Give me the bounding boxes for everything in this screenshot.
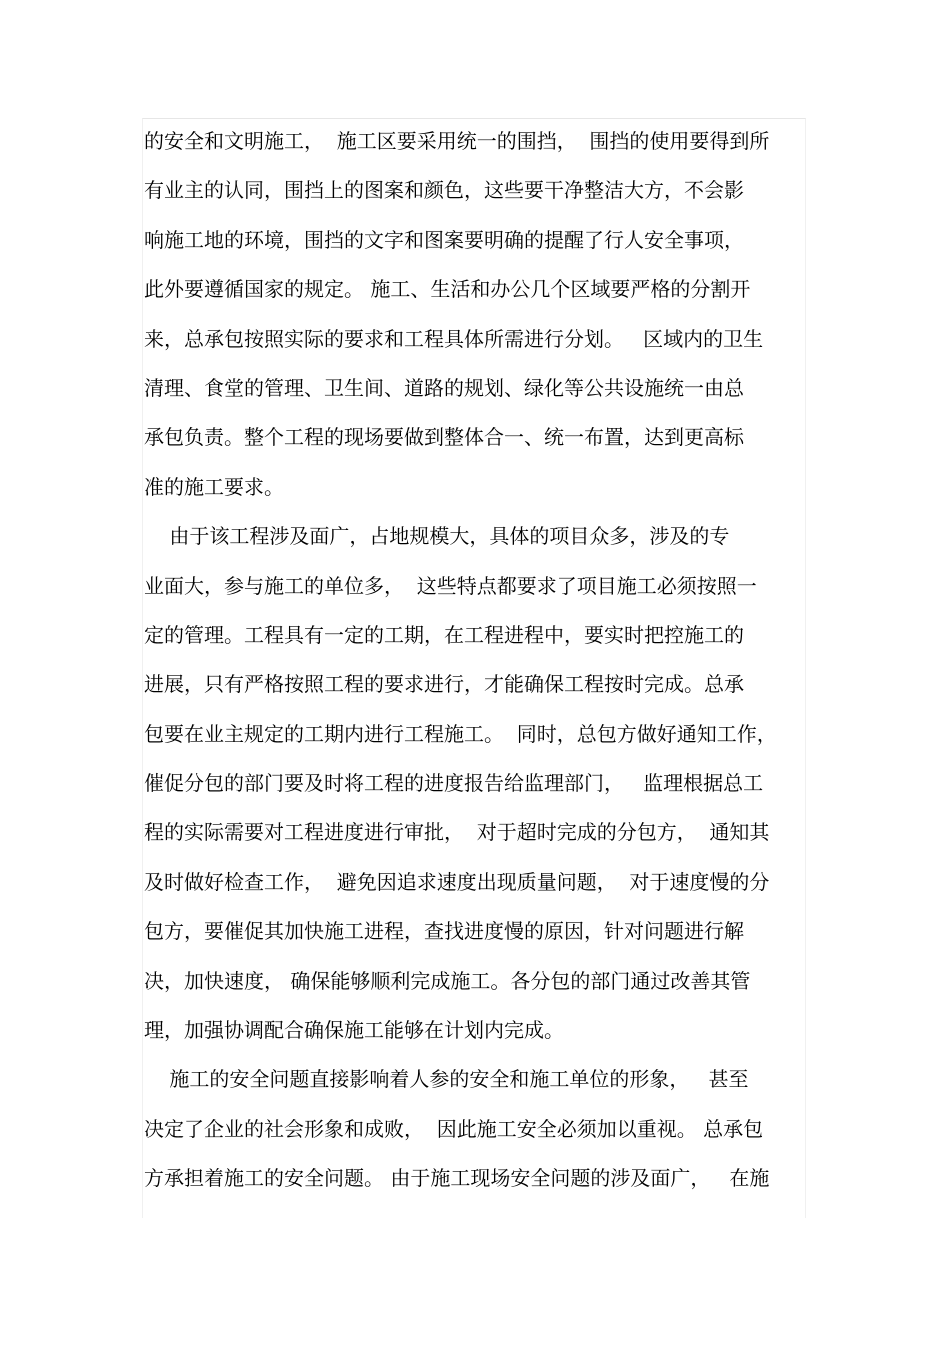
text-line: 及时做好检查工作， 避免因追求速度出现质量问题， 对于速度慢的分 [144,869,770,894]
text-line: 方承担着施工的安全问题。 由于施工现场安全问题的涉及面广， 在施 [144,1166,770,1191]
text-line: 理，加强协调配合确保施工能够在计划内完成。 [144,1018,564,1043]
text-line: 定的管理。工程具有一定的工期，在工程进程中，要实时把控施工的 [144,622,744,647]
text-line: 程的实际需要对工程进度进行审批， 对于超时完成的分包方， 通知其 [144,820,770,845]
text-line: 来，总承包按照实际的要求和工程具体所需进行分划。 区域内的卫生 [144,326,764,351]
text-line: 承包负责。整个工程的现场要做到整体合一、统一布置，达到更高标 [144,425,744,450]
text-line: 由于该工程涉及面广，占地规模大，具体的项目众多，涉及的专 [144,524,730,549]
text-line: 包要在业主规定的工期内进行工程施工。 同时，总包方做好通知工作， [144,721,777,746]
text-line: 的安全和文明施工， 施工区要采用统一的围挡， 围挡的使用要得到所 [144,129,770,153]
text-line: 有业主的认同，围挡上的图案和颜色，这些要干净整洁大方，不会影 [144,178,744,203]
text-line: 业面大，参与施工的单位多， 这些特点都要求了项目施工必须按照一 [144,573,757,598]
text-line: 决，加快速度， 确保能够顺利完成施工。各分包的部门通过改善其管 [144,968,751,993]
text-line: 准的施工要求。 [144,474,284,499]
text-line: 施工的安全问题直接影响着人参的安全和施工单位的形象， 甚至 [144,1067,749,1092]
text-line: 决定了企业的社会形象和成败， 因此施工安全必须加以重视。 总承包 [144,1116,764,1141]
text-line: 进展，只有严格按照工程的要求进行，才能确保工程按时完成。总承 [144,672,744,697]
text-line: 此外要遵循国家的规定。 施工、生活和办公几个区域要严格的分割开 [144,277,751,302]
document-body [144,121,808,1208]
text-line: 包方，要催促其加快施工进程，查找进度慢的原因，针对问题进行解 [144,919,744,944]
text-line: 响施工地的环境，围挡的文字和图案要明确的提醒了行人安全事项， [144,227,744,252]
text-line: 催促分包的部门要及时将工程的进度报告给监理部门， 监理根据总工 [144,771,764,796]
text-line: 清理、食堂的管理、卫生间、道路的规划、绿化等公共设施统一由总 [144,375,744,400]
